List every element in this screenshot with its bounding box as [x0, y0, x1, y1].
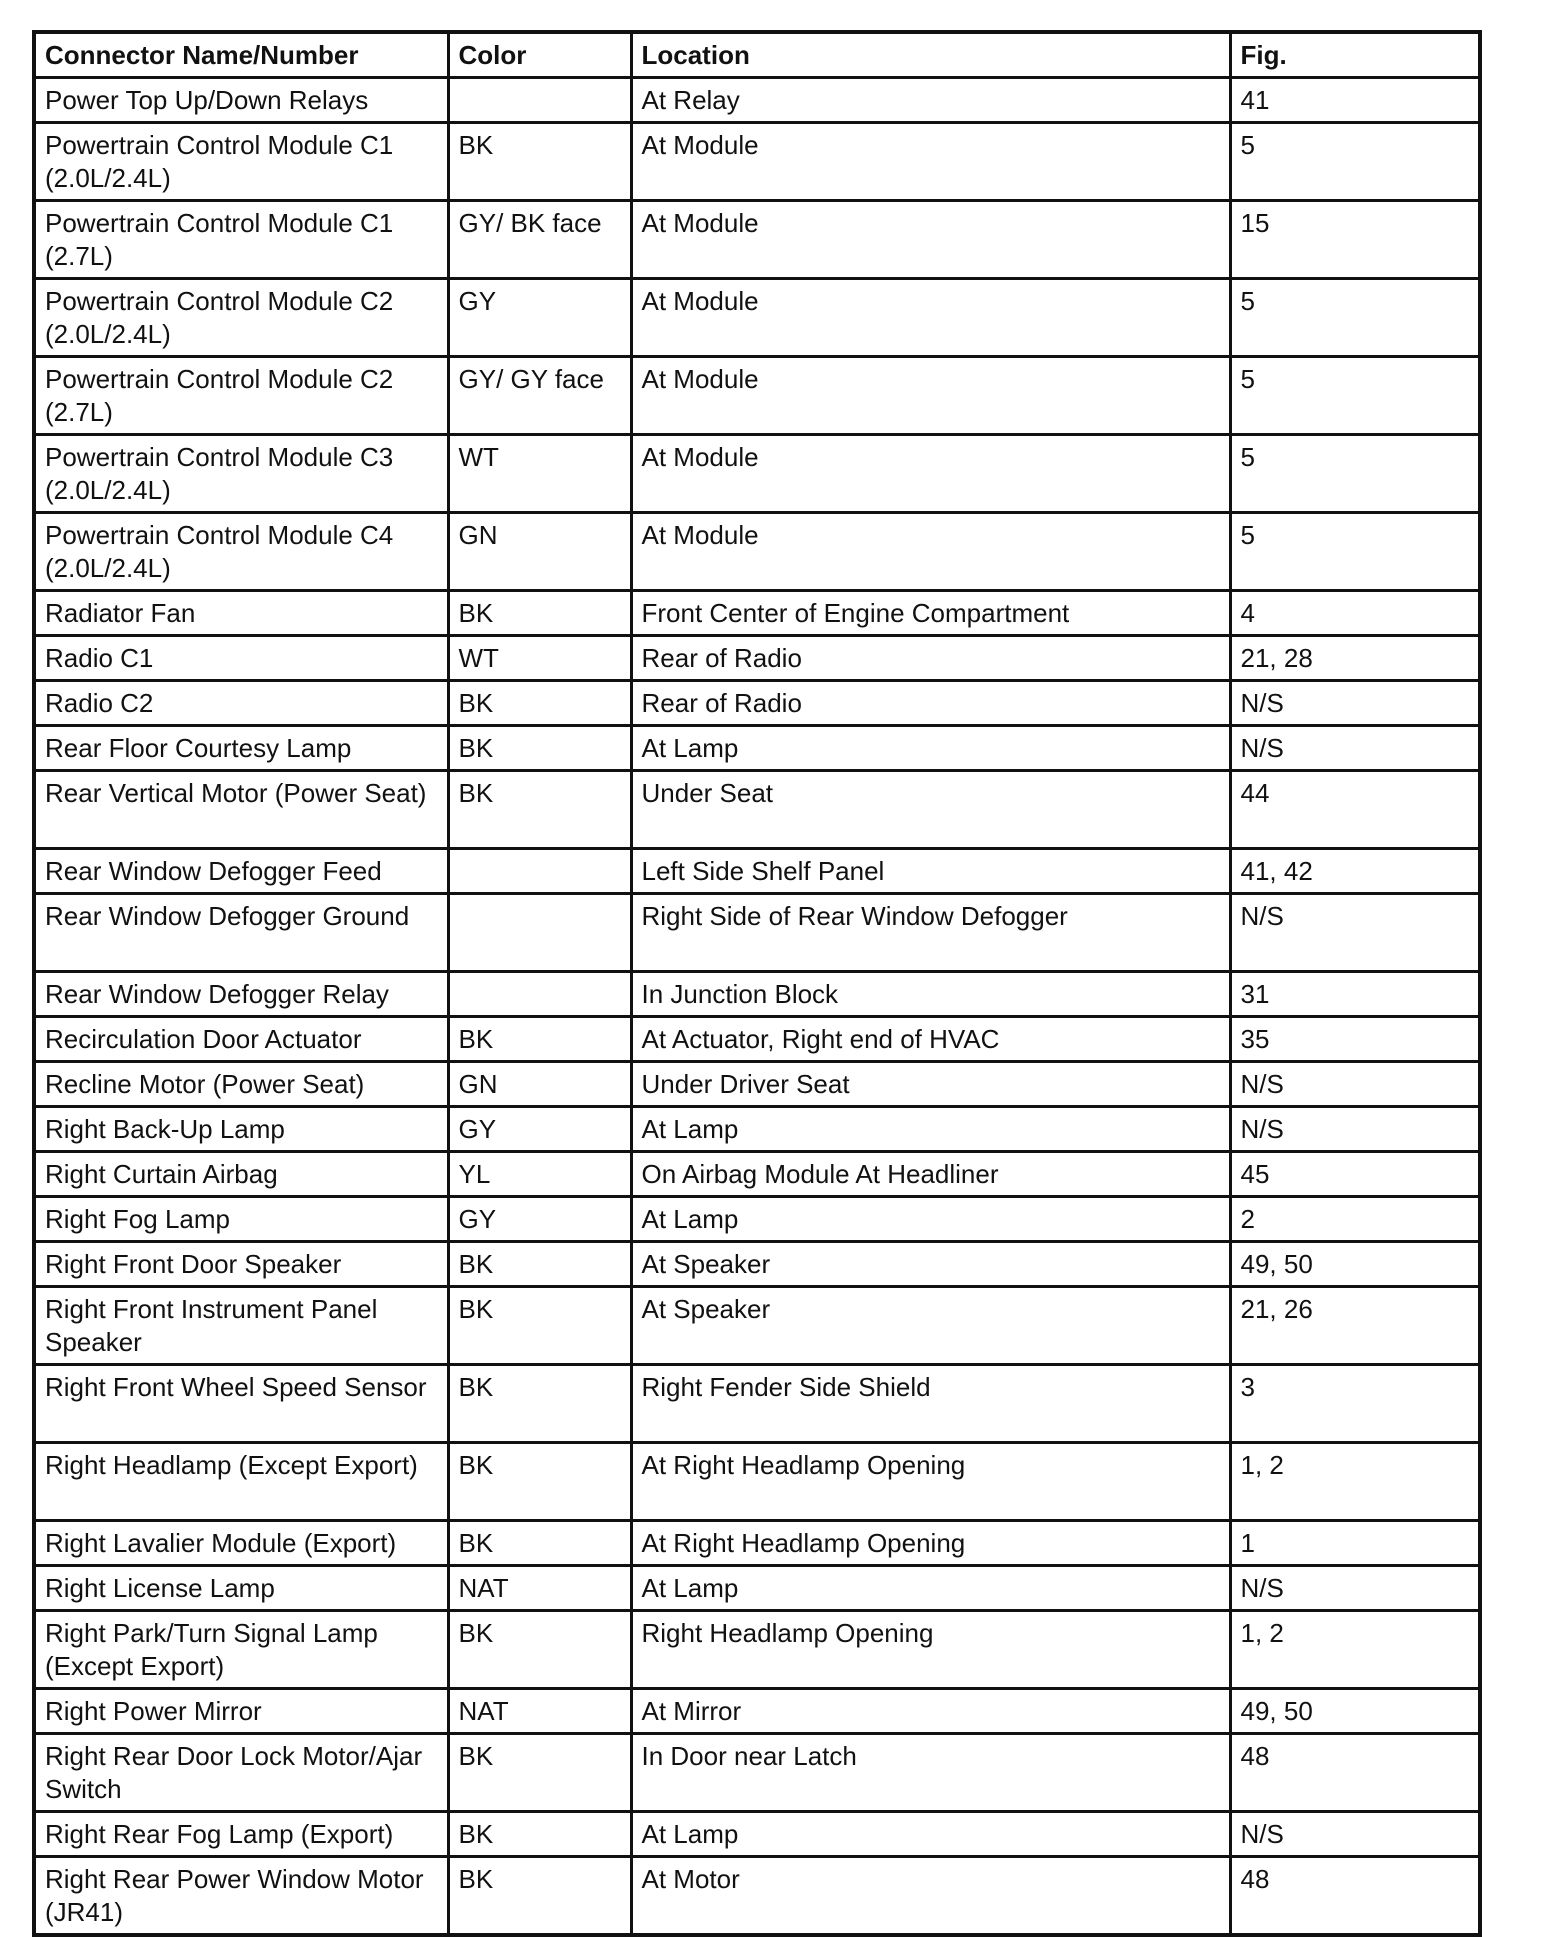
- cell-connector-name: Right Park/Turn Signal Lamp (Except Export): [34, 1611, 448, 1689]
- cell-color: BK: [448, 1812, 631, 1857]
- cell-connector-name: Right Front Instrument Panel Speaker: [34, 1287, 448, 1365]
- cell-color: BK: [448, 123, 631, 201]
- cell-location: At Relay: [631, 78, 1230, 123]
- cell-location: At Lamp: [631, 1566, 1230, 1611]
- cell-fig: 5: [1230, 513, 1480, 591]
- cell-fig: 35: [1230, 1017, 1480, 1062]
- cell-connector-name: Powertrain Control Module C2 (2.7L): [34, 357, 448, 435]
- cell-color: GY: [448, 1197, 631, 1242]
- cell-fig: 5: [1230, 435, 1480, 513]
- cell-connector-name: Rear Window Defogger Relay: [34, 972, 448, 1017]
- cell-location: At Speaker: [631, 1287, 1230, 1365]
- cell-connector-name: Right Front Door Speaker: [34, 1242, 448, 1287]
- cell-connector-name: Powertrain Control Module C4 (2.0L/2.4L): [34, 513, 448, 591]
- cell-connector-name: Right Front Wheel Speed Sensor: [34, 1365, 448, 1443]
- cell-connector-name: Powertrain Control Module C1 (2.0L/2.4L): [34, 123, 448, 201]
- cell-location: At Lamp: [631, 1197, 1230, 1242]
- cell-color: [448, 894, 631, 972]
- cell-color: BK: [448, 771, 631, 849]
- cell-fig: N/S: [1230, 1062, 1480, 1107]
- cell-color: GY: [448, 1107, 631, 1152]
- cell-fig: N/S: [1230, 726, 1480, 771]
- table-row: [34, 681, 1480, 726]
- table-row: [34, 1017, 1480, 1062]
- cell-location: In Junction Block: [631, 972, 1230, 1017]
- cell-fig: 49, 50: [1230, 1242, 1480, 1287]
- connector-table: [32, 30, 1482, 1937]
- cell-fig: 45: [1230, 1152, 1480, 1197]
- cell-color: GN: [448, 513, 631, 591]
- table-row: [34, 78, 1480, 123]
- cell-fig: N/S: [1230, 894, 1480, 972]
- cell-fig: 3: [1230, 1365, 1480, 1443]
- cell-fig: 1, 2: [1230, 1611, 1480, 1689]
- cell-location: At Module: [631, 201, 1230, 279]
- cell-fig: 41: [1230, 78, 1480, 123]
- table-row: [34, 1197, 1480, 1242]
- cell-fig: N/S: [1230, 681, 1480, 726]
- table-row: [34, 1152, 1480, 1197]
- table-row: [34, 726, 1480, 771]
- table-row: [34, 1287, 1480, 1365]
- table-row: [34, 435, 1480, 513]
- cell-connector-name: Right Lavalier Module (Export): [34, 1521, 448, 1566]
- cell-location: At Module: [631, 279, 1230, 357]
- header-color: Color: [448, 32, 631, 78]
- cell-location: At Module: [631, 357, 1230, 435]
- cell-location: At Module: [631, 123, 1230, 201]
- cell-color: [448, 972, 631, 1017]
- cell-color: BK: [448, 1443, 631, 1521]
- table-row: [34, 1734, 1480, 1812]
- cell-location: Rear of Radio: [631, 681, 1230, 726]
- cell-connector-name: Recline Motor (Power Seat): [34, 1062, 448, 1107]
- cell-location: Rear of Radio: [631, 636, 1230, 681]
- cell-location: At Right Headlamp Opening: [631, 1521, 1230, 1566]
- table-row: [34, 1611, 1480, 1689]
- cell-fig: 4: [1230, 591, 1480, 636]
- cell-location: Front Center of Engine Compartment: [631, 591, 1230, 636]
- cell-fig: 5: [1230, 123, 1480, 201]
- cell-connector-name: Right Rear Fog Lamp (Export): [34, 1812, 448, 1857]
- cell-location: On Airbag Module At Headliner: [631, 1152, 1230, 1197]
- cell-color: BK: [448, 726, 631, 771]
- cell-color: BK: [448, 591, 631, 636]
- header-connector-name: Connector Name/Number: [34, 32, 448, 78]
- cell-location: At Speaker: [631, 1242, 1230, 1287]
- cell-connector-name: Right License Lamp: [34, 1566, 448, 1611]
- cell-connector-name: Powertrain Control Module C3 (2.0L/2.4L): [34, 435, 448, 513]
- cell-location: At Module: [631, 435, 1230, 513]
- cell-location: Right Headlamp Opening: [631, 1611, 1230, 1689]
- cell-color: WT: [448, 435, 631, 513]
- cell-location: At Mirror: [631, 1689, 1230, 1734]
- table-row: [34, 1443, 1480, 1521]
- cell-fig: 5: [1230, 357, 1480, 435]
- table-row: [34, 201, 1480, 279]
- table-row: [34, 1242, 1480, 1287]
- cell-fig: N/S: [1230, 1812, 1480, 1857]
- table-row: [34, 894, 1480, 972]
- table-row: [34, 1812, 1480, 1857]
- cell-connector-name: Rear Window Defogger Ground: [34, 894, 448, 972]
- cell-location: At Lamp: [631, 1812, 1230, 1857]
- cell-fig: 48: [1230, 1857, 1480, 1936]
- cell-color: NAT: [448, 1689, 631, 1734]
- cell-connector-name: Powertrain Control Module C2 (2.0L/2.4L): [34, 279, 448, 357]
- cell-color: BK: [448, 681, 631, 726]
- cell-connector-name: Powertrain Control Module C1 (2.7L): [34, 201, 448, 279]
- cell-color: WT: [448, 636, 631, 681]
- cell-location: At Motor: [631, 1857, 1230, 1936]
- cell-location: At Lamp: [631, 726, 1230, 771]
- cell-connector-name: Right Fog Lamp: [34, 1197, 448, 1242]
- table-row: [34, 357, 1480, 435]
- cell-fig: 41, 42: [1230, 849, 1480, 894]
- cell-location: Under Seat: [631, 771, 1230, 849]
- cell-location: Right Fender Side Shield: [631, 1365, 1230, 1443]
- cell-fig: 15: [1230, 201, 1480, 279]
- cell-fig: 5: [1230, 279, 1480, 357]
- cell-fig: 49, 50: [1230, 1689, 1480, 1734]
- cell-connector-name: Radio C1: [34, 636, 448, 681]
- cell-fig: 21, 26: [1230, 1287, 1480, 1365]
- cell-location: Under Driver Seat: [631, 1062, 1230, 1107]
- cell-color: BK: [448, 1365, 631, 1443]
- cell-color: GY/ BK face: [448, 201, 631, 279]
- cell-color: BK: [448, 1521, 631, 1566]
- table-row: [34, 123, 1480, 201]
- table-row: [34, 279, 1480, 357]
- table-row: [34, 1566, 1480, 1611]
- header-location: Location: [631, 32, 1230, 78]
- cell-connector-name: Right Rear Power Window Motor (JR41): [34, 1857, 448, 1936]
- cell-color: BK: [448, 1734, 631, 1812]
- table-header: [34, 32, 1480, 78]
- cell-connector-name: Rear Window Defogger Feed: [34, 849, 448, 894]
- cell-connector-name: Right Headlamp (Except Export): [34, 1443, 448, 1521]
- cell-connector-name: Rear Floor Courtesy Lamp: [34, 726, 448, 771]
- cell-color: BK: [448, 1242, 631, 1287]
- cell-color: BK: [448, 1017, 631, 1062]
- cell-connector-name: Recirculation Door Actuator: [34, 1017, 448, 1062]
- cell-fig: 2: [1230, 1197, 1480, 1242]
- cell-fig: 21, 28: [1230, 636, 1480, 681]
- cell-connector-name: Rear Vertical Motor (Power Seat): [34, 771, 448, 849]
- cell-color: [448, 78, 631, 123]
- cell-color: GY/ GY face: [448, 357, 631, 435]
- cell-color: BK: [448, 1857, 631, 1936]
- cell-connector-name: Right Back-Up Lamp: [34, 1107, 448, 1152]
- header-row: [34, 32, 1480, 78]
- table-row: [34, 1365, 1480, 1443]
- cell-fig: 48: [1230, 1734, 1480, 1812]
- table-row: [34, 1689, 1480, 1734]
- cell-fig: N/S: [1230, 1107, 1480, 1152]
- cell-connector-name: Right Power Mirror: [34, 1689, 448, 1734]
- cell-color: GN: [448, 1062, 631, 1107]
- cell-location: At Actuator, Right end of HVAC: [631, 1017, 1230, 1062]
- cell-fig: 1, 2: [1230, 1443, 1480, 1521]
- table-row: [34, 972, 1480, 1017]
- cell-location: In Door near Latch: [631, 1734, 1230, 1812]
- cell-location: At Module: [631, 513, 1230, 591]
- table-row: [34, 513, 1480, 591]
- cell-color: [448, 849, 631, 894]
- cell-connector-name: Right Curtain Airbag: [34, 1152, 448, 1197]
- table-row: [34, 1062, 1480, 1107]
- cell-location: At Right Headlamp Opening: [631, 1443, 1230, 1521]
- cell-fig: 31: [1230, 972, 1480, 1017]
- table-body: [34, 78, 1480, 1936]
- table-row: [34, 1107, 1480, 1152]
- cell-color: GY: [448, 279, 631, 357]
- table-row: [34, 771, 1480, 849]
- table-row: [34, 1857, 1480, 1936]
- cell-fig: 1: [1230, 1521, 1480, 1566]
- table-row: [34, 1521, 1480, 1566]
- table-row: [34, 849, 1480, 894]
- cell-connector-name: Power Top Up/Down Relays: [34, 78, 448, 123]
- header-fig: Fig.: [1230, 32, 1480, 78]
- cell-location: Left Side Shelf Panel: [631, 849, 1230, 894]
- cell-color: BK: [448, 1611, 631, 1689]
- cell-location: Right Side of Rear Window Defogger: [631, 894, 1230, 972]
- cell-fig: N/S: [1230, 1566, 1480, 1611]
- table-row: [34, 636, 1480, 681]
- cell-connector-name: Right Rear Door Lock Motor/Ajar Switch: [34, 1734, 448, 1812]
- cell-color: YL: [448, 1152, 631, 1197]
- cell-fig: 44: [1230, 771, 1480, 849]
- cell-color: BK: [448, 1287, 631, 1365]
- cell-connector-name: Radiator Fan: [34, 591, 448, 636]
- table-row: [34, 591, 1480, 636]
- cell-connector-name: Radio C2: [34, 681, 448, 726]
- cell-location: At Lamp: [631, 1107, 1230, 1152]
- cell-color: NAT: [448, 1566, 631, 1611]
